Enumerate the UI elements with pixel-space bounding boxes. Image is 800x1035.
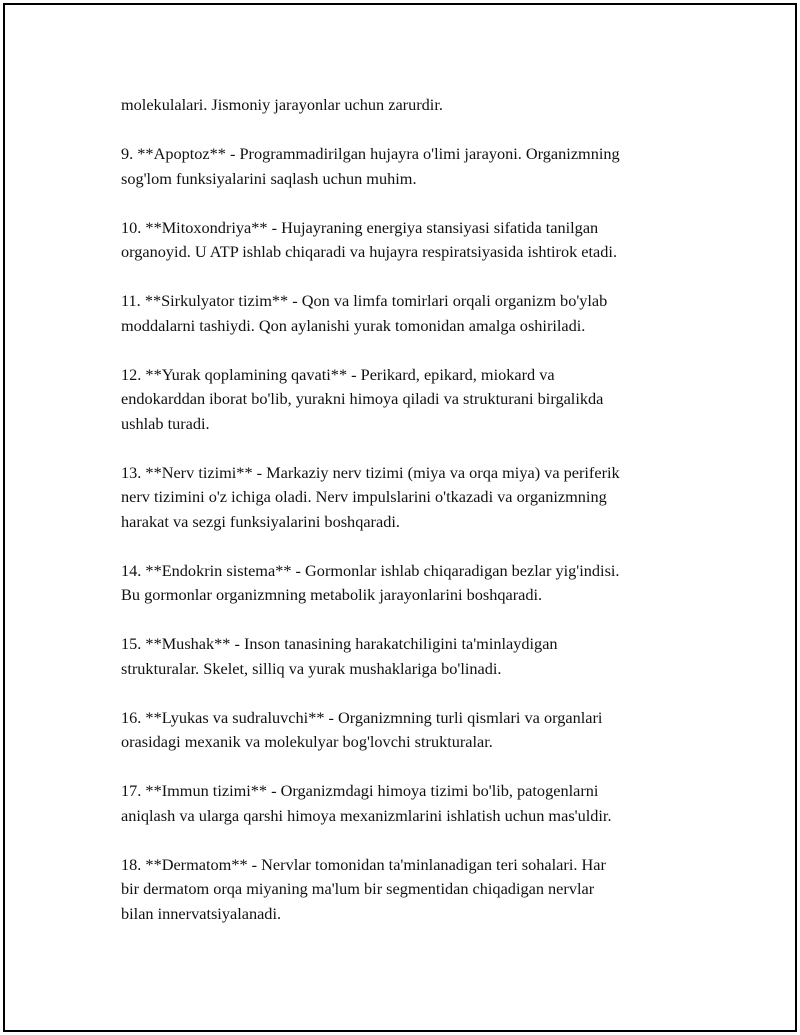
paragraph-item-16 <box>121 706 701 755</box>
document-body <box>121 93 701 951</box>
text-line: endokarddan iborat bo'lib, yurakni himoya qiladi va strukturani birgalikda <box>121 389 604 408</box>
text-line: moddalarni tashiydi. Qon aylanishi yurak tomonidan amalga oshiriladi. <box>121 315 586 335</box>
text-line: 9. **Apoptoz** - Programmadirilgan hujayra o'limi jarayoni. Organizmning <box>121 144 620 163</box>
text-line: 11. **Sirkulyator tizim** - Qon va limfa tomirlari orqali organizm bo'ylab <box>121 291 608 310</box>
text-line: strukturalar. Skelet, silliq va yurak mushaklariga bo'linadi. <box>121 658 502 678</box>
text-line: 10. **Mitoxondriya** - Hujayraning energiya stansiyasi sifatida tanilgan <box>121 217 599 237</box>
text-line: bir dermatom orqa miyaning ma'lum bir segmentidan chiqadigan nervlar <box>121 879 595 898</box>
paragraph-item-18 <box>121 853 701 927</box>
text-line: 14. **Endokrin sistema** - Gormonlar ishlab chiqaradigan bezlar yig'indisi. <box>121 560 620 580</box>
text-line: Bu gormonlar organizmning metabolik jarayonlarini boshqaradi. <box>121 585 543 604</box>
text-line: nerv tizimini o'z ichiga oladi. Nerv impulslarini o'tkazadi va organizmning <box>121 487 607 506</box>
text-line: 13. **Nerv tizimi** - Markaziy nerv tizimi (miya va orqa miya) va periferik <box>121 462 620 482</box>
paragraph-item-9 <box>121 142 701 191</box>
text-line: 18. **Dermatom** - Nervlar tomonidan ta'minlanadigan teri sohalari. Har <box>121 854 606 874</box>
text-line: 12. **Yurak qoplamining qavati** - Perikard, epikard, miokard va <box>121 364 555 384</box>
text-line: aniqlash va ularga qarshi himoya mexanizmlarini ishlatish uchun mas'uldir. <box>121 805 612 825</box>
text-line: 17. **Immun tizimi** - Organizmdagi himoya tizimi bo'lib, patogenlarni <box>121 781 599 800</box>
paragraph-item-11 <box>121 289 701 338</box>
text-line: molekulalari. Jismoniy jarayonlar uchun zarurdir. <box>121 95 443 114</box>
paragraph-item-17 <box>121 779 701 828</box>
paragraph-item-14 <box>121 559 701 608</box>
paragraph-item-12 <box>121 363 701 437</box>
text-line: 16. **Lyukas va sudraluvchi** - Organizmning turli qismlari va organlari <box>121 707 603 727</box>
text-line: organoyid. U ATP ishlab chiqaradi va hujayra respiratsiyasida ishtirok etadi. <box>121 242 618 261</box>
paragraph-continuation <box>121 93 701 118</box>
text-line: ushlab turadi. <box>121 413 210 433</box>
paragraph-item-10 <box>121 216 701 265</box>
text-line: harakat va sezgi funksiyalarini boshqaradi. <box>121 511 400 531</box>
paragraph-item-15 <box>121 632 701 681</box>
text-line: orasidagi mexanik va molekulyar bog'lovchi strukturalar. <box>121 732 493 751</box>
text-line: 15. **Mushak** - Inson tanasining harakatchiligini ta'minlaydigan <box>121 634 558 653</box>
text-line: bilan innervatsiyalanadi. <box>121 903 282 923</box>
page-frame <box>3 3 797 1032</box>
text-line: sog'lom funksiyalarini saqlash uchun muhim. <box>121 168 417 188</box>
paragraph-item-13 <box>121 461 701 535</box>
